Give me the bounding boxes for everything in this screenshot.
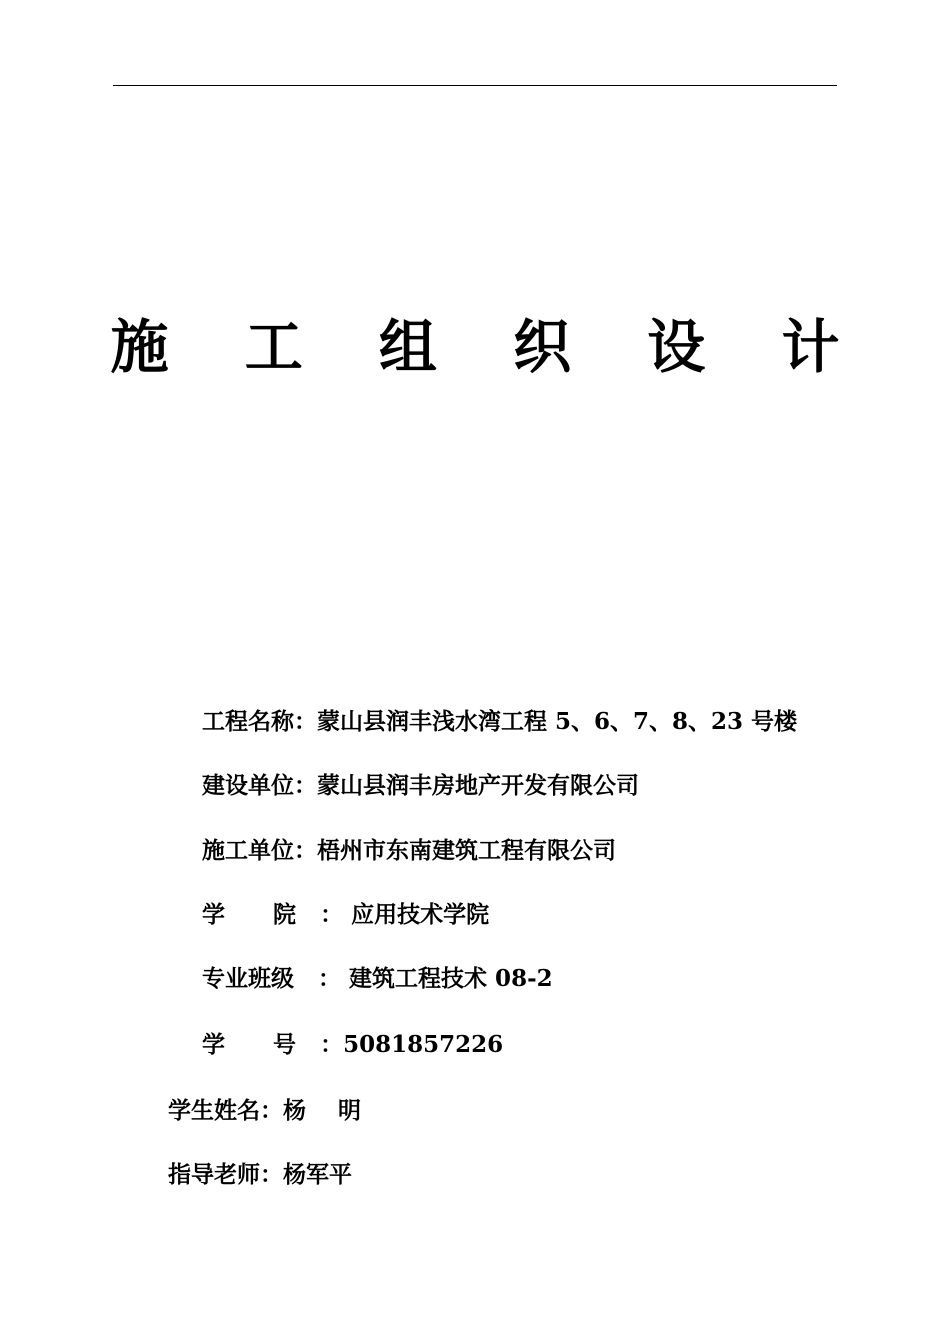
student-id-line <box>186 997 503 1061</box>
project-name-line <box>186 674 797 738</box>
college-label: 学 院 ： <box>202 901 344 928</box>
college-value: 应用技术学院 <box>343 901 490 928</box>
student-name-line <box>152 1063 361 1127</box>
owner-unit-line <box>186 738 639 802</box>
student-id-label: 学 号 ： <box>202 1031 344 1058</box>
advisor-label: 指导老师： <box>168 1161 284 1188</box>
construction-unit-label: 施工单位： <box>202 837 318 864</box>
owner-unit-label: 建设单位： <box>202 772 318 799</box>
student-name-label: 学生姓名： <box>168 1097 284 1124</box>
advisor-value: 杨军平 <box>283 1161 353 1188</box>
header-rule <box>113 85 837 86</box>
document-title: 施 工 组 织 设 计 <box>110 313 868 381</box>
construction-unit-line <box>186 803 616 867</box>
student-name-value: 杨 明 <box>283 1097 362 1124</box>
student-id-value: 5081857226 <box>343 1031 504 1058</box>
major-class-value: 建筑工程技术 08-2 <box>341 965 553 992</box>
advisor-line <box>152 1127 352 1191</box>
project-name-label: 工程名称： <box>202 708 318 735</box>
major-class-label: 专业班级 ： <box>202 965 342 992</box>
project-name-value: 蒙山县润丰浅水湾工程 5、6、7、8、23 号楼 <box>317 708 798 735</box>
major-class-line <box>186 931 553 995</box>
construction-unit-value: 梧州市东南建筑工程有限公司 <box>317 837 617 864</box>
owner-unit-value: 蒙山县润丰房地产开发有限公司 <box>317 772 640 799</box>
college-line <box>186 867 489 931</box>
